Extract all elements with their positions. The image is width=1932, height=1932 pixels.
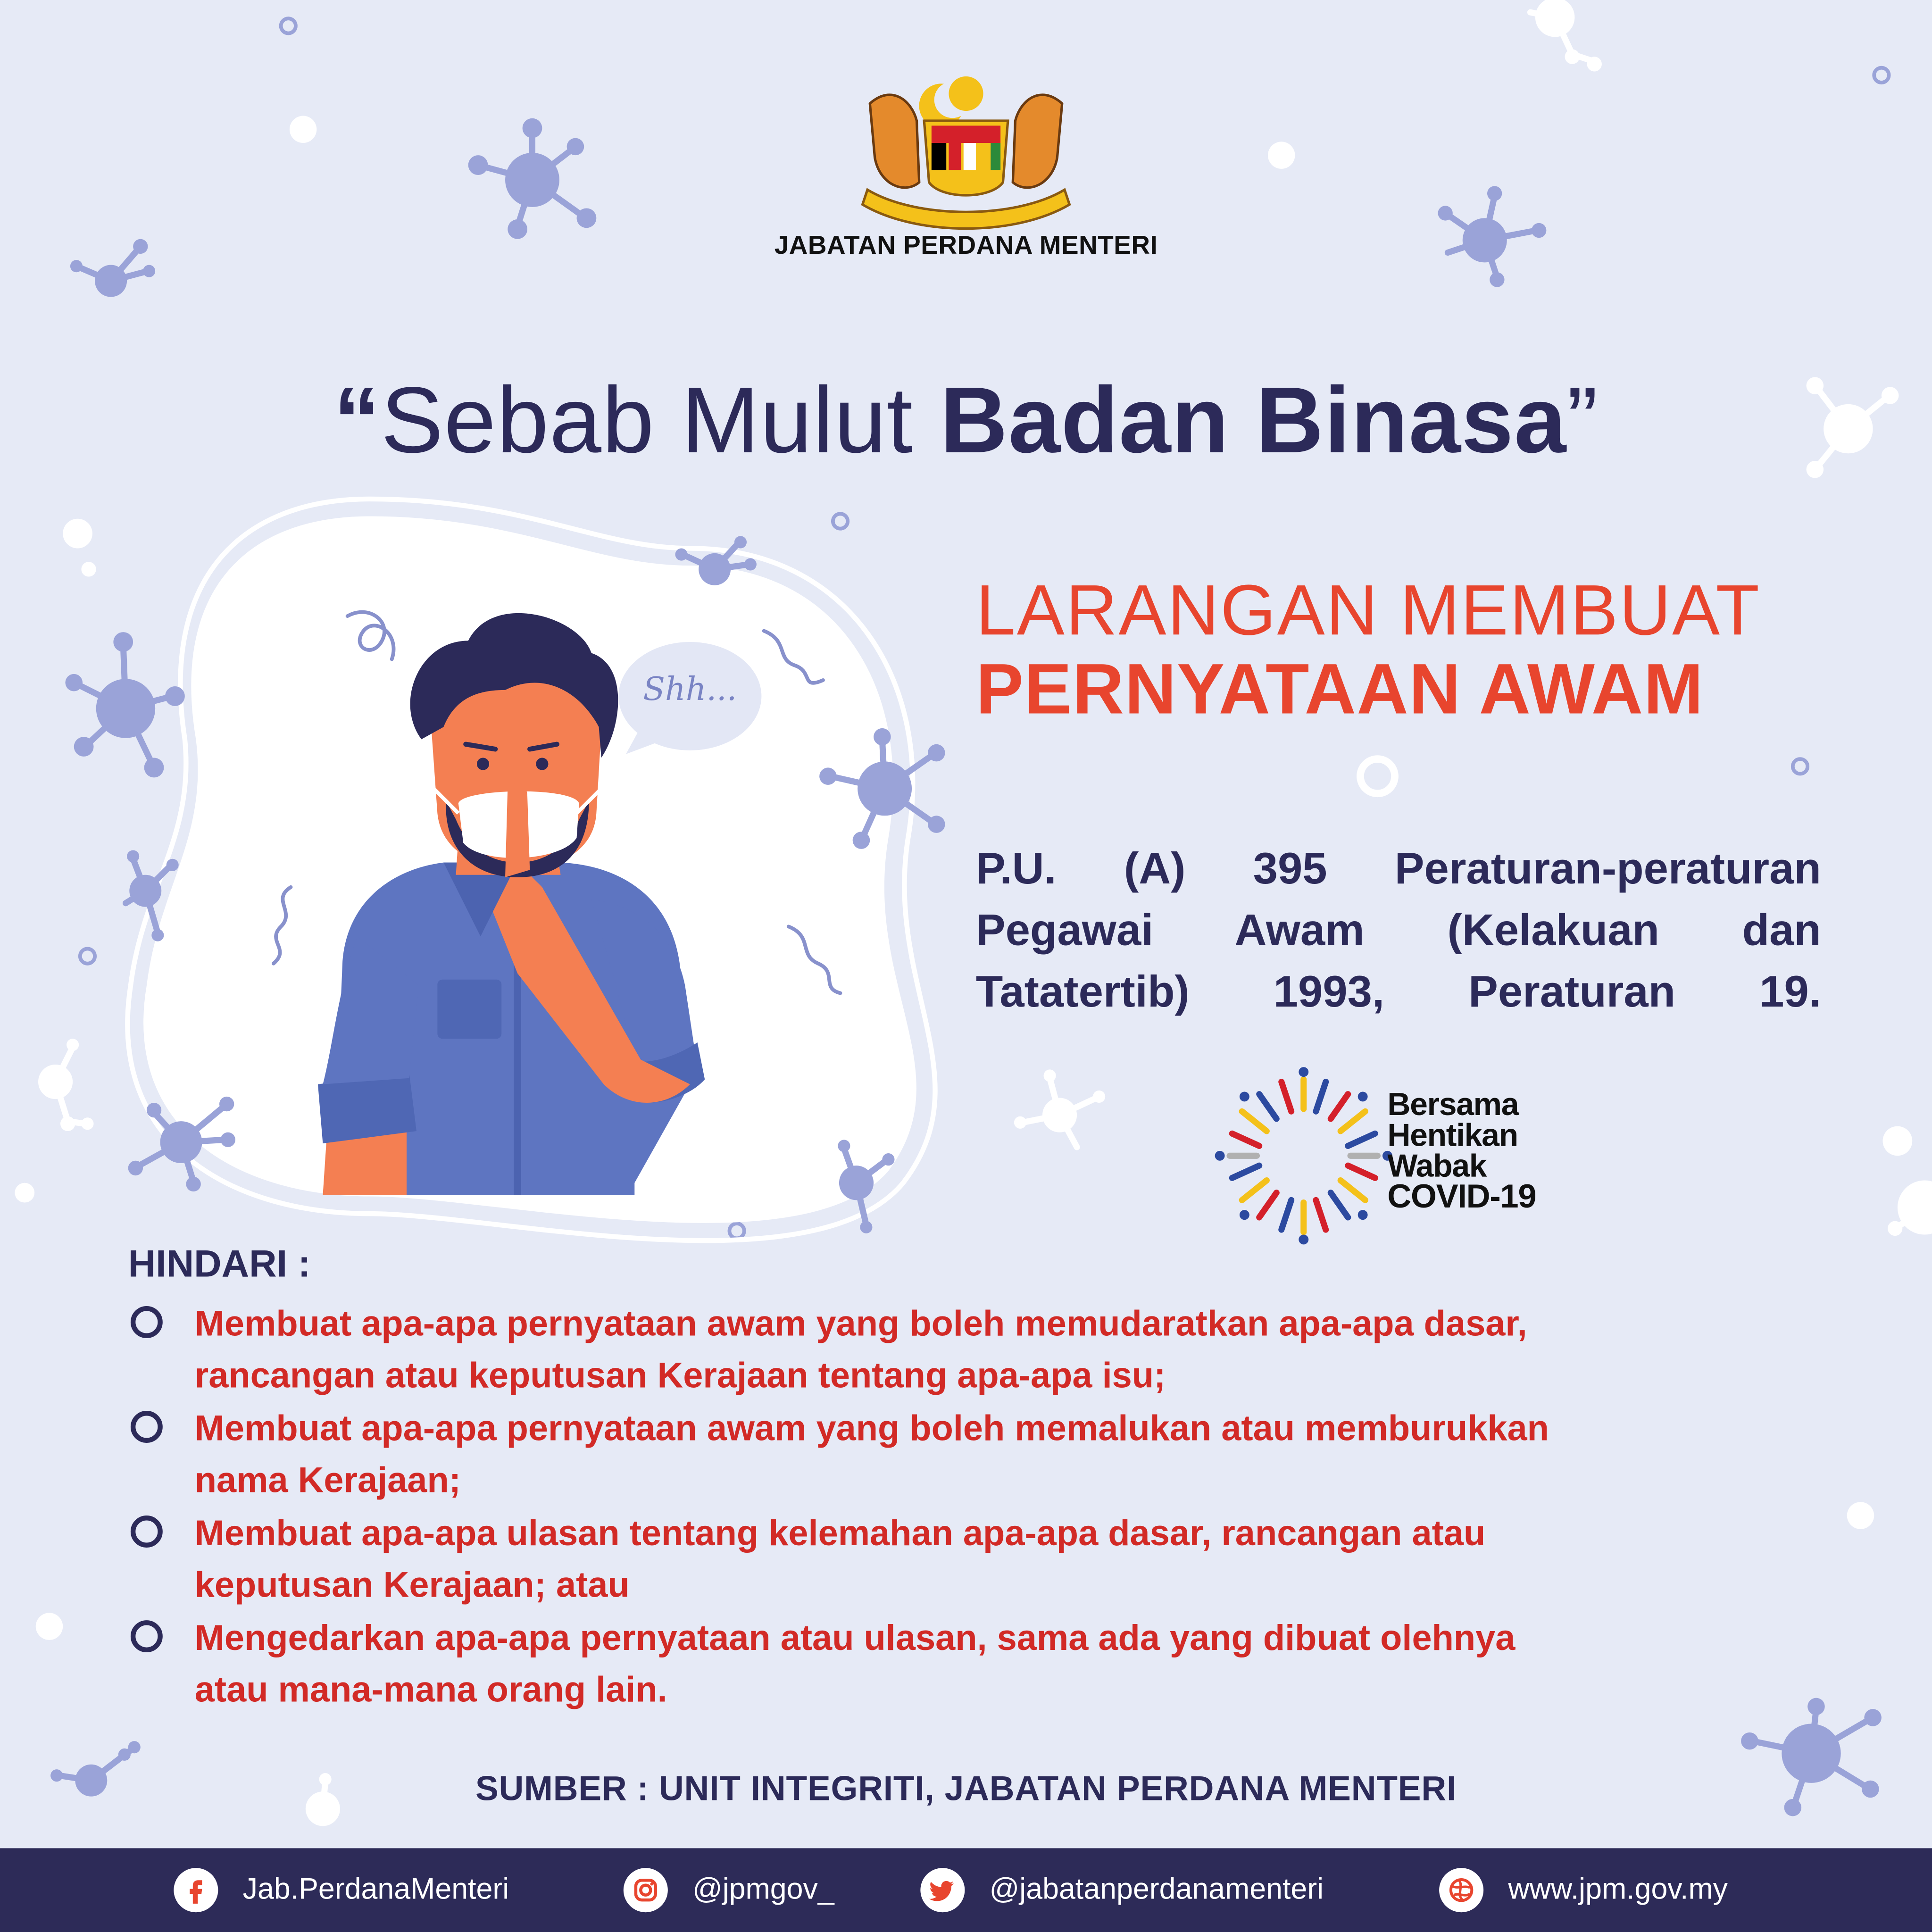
avoid-heading: HINDARI : bbox=[128, 1242, 311, 1285]
source-credit: SUMBER : UNIT INTEGRITI, JABATAN PERDANA MENTERI bbox=[475, 1769, 1457, 1808]
facebook-icon bbox=[174, 1868, 218, 1912]
organization-name: JABATAN PERDANA MENTERI bbox=[774, 232, 1158, 260]
campaign-line: Wabak bbox=[1387, 1147, 1487, 1184]
regulation-line: P.U. (A) 395 Peraturan-peraturan bbox=[975, 842, 1821, 893]
title-bold: Badan Binasa bbox=[940, 368, 1567, 474]
list-item: Membuat apa-apa ulasan tentang kelemahan apa-apa dasar, rancangan atau keputusan Kerajaan; atau bbox=[128, 1508, 1841, 1611]
regulation-reference bbox=[976, 838, 1821, 1023]
bullet-circle-icon bbox=[131, 1620, 163, 1652]
facebook-handle: Jab.PerdanaMenteri bbox=[242, 1873, 509, 1907]
title-close-quote: ” bbox=[1566, 368, 1599, 474]
coat-of-arms-shape bbox=[863, 76, 1070, 229]
instagram-handle: @jpmgov_ bbox=[692, 1873, 834, 1907]
regulation-line: Tatatertib) 1993, Peraturan 19. bbox=[975, 966, 1821, 1017]
instagram-icon bbox=[624, 1868, 668, 1912]
footer-bar bbox=[0, 1848, 1932, 1932]
bullet-circle-icon bbox=[131, 1306, 163, 1338]
campaign-text bbox=[1387, 1085, 1536, 1215]
page-title bbox=[0, 367, 1932, 474]
headline-line-1: LARANGAN MEMBUAT bbox=[975, 570, 1761, 651]
website-url: www.jpm.gov.my bbox=[1508, 1873, 1728, 1907]
facebook-link[interactable] bbox=[174, 1868, 509, 1912]
regulation-line: Pegawai Awam (Kelakuan dan bbox=[975, 904, 1821, 955]
list-item: Mengedarkan apa-apa pernyataan atau ulasan, sama ada yang dibuat olehnya atau mana-mana orang lain. bbox=[128, 1613, 1841, 1716]
speech-bubble-text: Shh... bbox=[643, 671, 737, 709]
website-link[interactable] bbox=[1439, 1868, 1728, 1912]
twitter-link[interactable] bbox=[920, 1868, 1324, 1912]
twitter-icon bbox=[920, 1868, 965, 1912]
twitter-handle: @jabatanperdanamenteri bbox=[989, 1873, 1324, 1907]
avoid-list bbox=[128, 1299, 1841, 1717]
bullet-circle-icon bbox=[131, 1411, 163, 1443]
bullet-circle-icon bbox=[131, 1516, 163, 1548]
campaign-line: COVID-19 bbox=[1387, 1178, 1536, 1215]
headline-line-2: PERNYATAAN AWAM bbox=[975, 649, 1704, 730]
campaign-line: Bersama bbox=[1387, 1085, 1519, 1123]
title-open-quote: “ bbox=[333, 368, 381, 474]
list-item: Membuat apa-apa pernyataan awam yang boleh memalukan atau memburukkan nama Kerajaan; bbox=[128, 1403, 1841, 1507]
campaign-line: Hentikan bbox=[1387, 1116, 1518, 1154]
covid-campaign-logo-shape bbox=[1215, 1067, 1392, 1244]
list-item: Membuat apa-apa pernyataan awam yang boleh memudaratkan apa-apa dasar, rancangan atau keputusan Kerajaan tentang apa-apa isu; bbox=[128, 1299, 1841, 1402]
instagram-link[interactable] bbox=[624, 1868, 834, 1912]
title-regular: Sebab Mulut bbox=[381, 368, 941, 474]
globe-icon bbox=[1439, 1868, 1483, 1912]
